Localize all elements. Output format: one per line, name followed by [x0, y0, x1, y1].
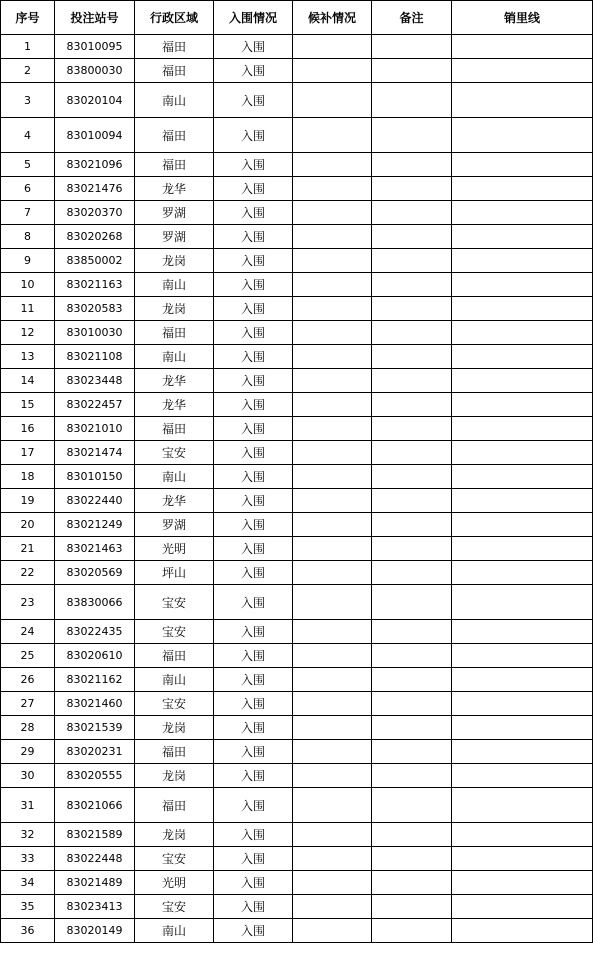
cell-status: 入围	[214, 153, 293, 177]
cell-sales-line	[452, 417, 593, 441]
cell-serial: 32	[1, 823, 55, 847]
cell-note	[372, 585, 452, 620]
cell-sales-line	[452, 177, 593, 201]
cell-note	[372, 417, 452, 441]
cell-station-number: 83021108	[55, 345, 135, 369]
cell-district: 宝安	[135, 441, 214, 465]
cell-status: 入围	[214, 620, 293, 644]
table-row	[1, 871, 593, 895]
cell-station-number: 83020268	[55, 225, 135, 249]
cell-serial: 10	[1, 273, 55, 297]
cell-district: 龙岗	[135, 249, 214, 273]
cell-serial: 17	[1, 441, 55, 465]
cell-sales-line	[452, 895, 593, 919]
cell-sales-line	[452, 716, 593, 740]
cell-note	[372, 692, 452, 716]
cell-status: 入围	[214, 177, 293, 201]
cell-station-number: 83020569	[55, 561, 135, 585]
table-row	[1, 740, 593, 764]
cell-note	[372, 35, 452, 59]
cell-note	[372, 177, 452, 201]
cell-note	[372, 788, 452, 823]
cell-standby	[293, 345, 372, 369]
table-row	[1, 225, 593, 249]
cell-serial: 34	[1, 871, 55, 895]
cell-sales-line	[452, 118, 593, 153]
cell-status: 入围	[214, 297, 293, 321]
cell-standby	[293, 764, 372, 788]
table-row	[1, 847, 593, 871]
cell-note	[372, 537, 452, 561]
cell-district: 南山	[135, 273, 214, 297]
cell-status: 入围	[214, 740, 293, 764]
cell-sales-line	[452, 201, 593, 225]
cell-standby	[293, 393, 372, 417]
cell-sales-line	[452, 847, 593, 871]
cell-standby	[293, 823, 372, 847]
cell-sales-line	[452, 35, 593, 59]
cell-standby	[293, 83, 372, 118]
cell-standby	[293, 417, 372, 441]
cell-station-number: 83020149	[55, 919, 135, 943]
cell-status: 入围	[214, 692, 293, 716]
cell-district: 龙华	[135, 369, 214, 393]
cell-station-number: 83020583	[55, 297, 135, 321]
cell-note	[372, 369, 452, 393]
cell-note	[372, 201, 452, 225]
cell-standby	[293, 895, 372, 919]
table-row	[1, 345, 593, 369]
cell-status: 入围	[214, 201, 293, 225]
cell-note	[372, 620, 452, 644]
cell-station-number: 83020231	[55, 740, 135, 764]
cell-status: 入围	[214, 465, 293, 489]
cell-serial: 14	[1, 369, 55, 393]
cell-sales-line	[452, 83, 593, 118]
cell-status: 入围	[214, 345, 293, 369]
cell-district: 罗湖	[135, 513, 214, 537]
cell-note	[372, 847, 452, 871]
header-serial: 序号	[1, 1, 55, 35]
table-row	[1, 59, 593, 83]
cell-station-number: 83021489	[55, 871, 135, 895]
cell-standby	[293, 919, 372, 943]
cell-serial: 11	[1, 297, 55, 321]
cell-note	[372, 871, 452, 895]
cell-note	[372, 118, 452, 153]
cell-station-number: 83020610	[55, 644, 135, 668]
header-standby: 候补情况	[293, 1, 372, 35]
cell-note	[372, 895, 452, 919]
cell-station-number: 83021460	[55, 692, 135, 716]
cell-serial: 27	[1, 692, 55, 716]
cell-status: 入围	[214, 585, 293, 620]
table-row	[1, 919, 593, 943]
cell-status: 入围	[214, 561, 293, 585]
cell-note	[372, 321, 452, 345]
cell-status: 入围	[214, 489, 293, 513]
cell-district: 宝安	[135, 620, 214, 644]
table-row	[1, 895, 593, 919]
cell-note	[372, 153, 452, 177]
cell-sales-line	[452, 871, 593, 895]
cell-district: 龙岗	[135, 764, 214, 788]
cell-note	[372, 83, 452, 118]
cell-standby	[293, 489, 372, 513]
cell-station-number: 83021589	[55, 823, 135, 847]
cell-note	[372, 225, 452, 249]
cell-standby	[293, 585, 372, 620]
cell-serial: 30	[1, 764, 55, 788]
cell-station-number: 83850002	[55, 249, 135, 273]
cell-sales-line	[452, 249, 593, 273]
cell-sales-line	[452, 668, 593, 692]
cell-district: 福田	[135, 644, 214, 668]
cell-sales-line	[452, 620, 593, 644]
cell-district: 福田	[135, 153, 214, 177]
cell-station-number: 83021163	[55, 273, 135, 297]
table-row	[1, 585, 593, 620]
cell-standby	[293, 297, 372, 321]
cell-serial: 25	[1, 644, 55, 668]
cell-station-number: 83022448	[55, 847, 135, 871]
cell-status: 入围	[214, 644, 293, 668]
cell-serial: 2	[1, 59, 55, 83]
cell-station-number: 83021162	[55, 668, 135, 692]
cell-note	[372, 273, 452, 297]
table-row	[1, 35, 593, 59]
cell-district: 宝安	[135, 847, 214, 871]
cell-station-number: 83022435	[55, 620, 135, 644]
cell-sales-line	[452, 561, 593, 585]
cell-status: 入围	[214, 668, 293, 692]
cell-sales-line	[452, 692, 593, 716]
cell-serial: 24	[1, 620, 55, 644]
cell-serial: 8	[1, 225, 55, 249]
table-row	[1, 823, 593, 847]
cell-sales-line	[452, 225, 593, 249]
cell-standby	[293, 668, 372, 692]
cell-district: 福田	[135, 59, 214, 83]
table-row	[1, 249, 593, 273]
cell-note	[372, 249, 452, 273]
cell-serial: 5	[1, 153, 55, 177]
cell-station-number: 83800030	[55, 59, 135, 83]
cell-station-number: 83021096	[55, 153, 135, 177]
cell-standby	[293, 369, 372, 393]
cell-standby	[293, 321, 372, 345]
cell-note	[372, 740, 452, 764]
cell-status: 入围	[214, 716, 293, 740]
cell-note	[372, 668, 452, 692]
cell-status: 入围	[214, 847, 293, 871]
cell-note	[372, 919, 452, 943]
cell-note	[372, 345, 452, 369]
cell-station-number: 83021539	[55, 716, 135, 740]
cell-district: 南山	[135, 465, 214, 489]
cell-station-number: 83022440	[55, 489, 135, 513]
table-row	[1, 441, 593, 465]
cell-status: 入围	[214, 369, 293, 393]
cell-status: 入围	[214, 273, 293, 297]
cell-status: 入围	[214, 417, 293, 441]
table-row	[1, 513, 593, 537]
cell-station-number: 83010150	[55, 465, 135, 489]
cell-station-number: 83010094	[55, 118, 135, 153]
cell-standby	[293, 644, 372, 668]
cell-serial: 26	[1, 668, 55, 692]
table-row	[1, 668, 593, 692]
cell-sales-line	[452, 644, 593, 668]
cell-standby	[293, 692, 372, 716]
cell-district: 南山	[135, 345, 214, 369]
cell-standby	[293, 513, 372, 537]
cell-standby	[293, 177, 372, 201]
cell-sales-line	[452, 297, 593, 321]
cell-status: 入围	[214, 118, 293, 153]
cell-district: 龙岗	[135, 823, 214, 847]
cell-sales-line	[452, 740, 593, 764]
cell-standby	[293, 201, 372, 225]
cell-sales-line	[452, 273, 593, 297]
cell-standby	[293, 620, 372, 644]
cell-sales-line	[452, 537, 593, 561]
cell-serial: 15	[1, 393, 55, 417]
cell-note	[372, 59, 452, 83]
cell-district: 坪山	[135, 561, 214, 585]
cell-district: 宝安	[135, 585, 214, 620]
cell-status: 入围	[214, 249, 293, 273]
cell-serial: 33	[1, 847, 55, 871]
cell-serial: 12	[1, 321, 55, 345]
cell-standby	[293, 561, 372, 585]
header-station-number: 投注站号	[55, 1, 135, 35]
cell-serial: 20	[1, 513, 55, 537]
cell-serial: 18	[1, 465, 55, 489]
cell-station-number: 83021066	[55, 788, 135, 823]
cell-sales-line	[452, 345, 593, 369]
table-row	[1, 273, 593, 297]
cell-sales-line	[452, 59, 593, 83]
cell-station-number: 83021010	[55, 417, 135, 441]
cell-district: 罗湖	[135, 225, 214, 249]
cell-status: 入围	[214, 321, 293, 345]
cell-district: 南山	[135, 919, 214, 943]
cell-district: 南山	[135, 83, 214, 118]
cell-district: 福田	[135, 35, 214, 59]
cell-station-number: 83022457	[55, 393, 135, 417]
cell-standby	[293, 118, 372, 153]
cell-serial: 19	[1, 489, 55, 513]
cell-station-number: 83020555	[55, 764, 135, 788]
cell-note	[372, 823, 452, 847]
table-body	[1, 35, 593, 943]
cell-district: 龙华	[135, 489, 214, 513]
cell-district: 龙岗	[135, 297, 214, 321]
cell-standby	[293, 716, 372, 740]
cell-standby	[293, 465, 372, 489]
cell-status: 入围	[214, 537, 293, 561]
cell-district: 光明	[135, 537, 214, 561]
table-row	[1, 321, 593, 345]
table-row	[1, 369, 593, 393]
table-row	[1, 620, 593, 644]
table-row	[1, 716, 593, 740]
cell-district: 福田	[135, 417, 214, 441]
cell-serial: 16	[1, 417, 55, 441]
cell-note	[372, 393, 452, 417]
cell-sales-line	[452, 764, 593, 788]
cell-district: 宝安	[135, 692, 214, 716]
cell-district: 龙华	[135, 177, 214, 201]
cell-note	[372, 465, 452, 489]
cell-station-number: 83021249	[55, 513, 135, 537]
cell-district: 宝安	[135, 895, 214, 919]
cell-standby	[293, 788, 372, 823]
cell-sales-line	[452, 788, 593, 823]
cell-serial: 35	[1, 895, 55, 919]
cell-sales-line	[452, 919, 593, 943]
cell-serial: 23	[1, 585, 55, 620]
cell-note	[372, 513, 452, 537]
cell-district: 龙华	[135, 393, 214, 417]
cell-standby	[293, 740, 372, 764]
cell-district: 龙岗	[135, 716, 214, 740]
cell-station-number: 83830066	[55, 585, 135, 620]
table-row	[1, 465, 593, 489]
cell-district: 福田	[135, 118, 214, 153]
cell-serial: 36	[1, 919, 55, 943]
header-sales-line: 销里线	[452, 1, 593, 35]
cell-station-number: 83021474	[55, 441, 135, 465]
cell-sales-line	[452, 441, 593, 465]
cell-station-number: 83021476	[55, 177, 135, 201]
table-row	[1, 297, 593, 321]
cell-district: 福田	[135, 788, 214, 823]
cell-district: 光明	[135, 871, 214, 895]
table-header-row	[1, 1, 593, 35]
cell-standby	[293, 273, 372, 297]
cell-status: 入围	[214, 513, 293, 537]
cell-sales-line	[452, 321, 593, 345]
cell-status: 入围	[214, 83, 293, 118]
cell-station-number: 83021463	[55, 537, 135, 561]
cell-sales-line	[452, 465, 593, 489]
cell-sales-line	[452, 513, 593, 537]
cell-status: 入围	[214, 225, 293, 249]
table-row	[1, 537, 593, 561]
cell-station-number: 83010030	[55, 321, 135, 345]
cell-status: 入围	[214, 823, 293, 847]
table-row	[1, 153, 593, 177]
cell-note	[372, 297, 452, 321]
cell-note	[372, 644, 452, 668]
cell-sales-line	[452, 153, 593, 177]
table-row	[1, 417, 593, 441]
cell-serial: 9	[1, 249, 55, 273]
cell-standby	[293, 225, 372, 249]
cell-station-number: 83023413	[55, 895, 135, 919]
cell-district: 福田	[135, 740, 214, 764]
table-row	[1, 118, 593, 153]
header-note: 备注	[372, 1, 452, 35]
table-row	[1, 393, 593, 417]
cell-serial: 4	[1, 118, 55, 153]
cell-serial: 6	[1, 177, 55, 201]
cell-standby	[293, 249, 372, 273]
cell-station-number: 83010095	[55, 35, 135, 59]
cell-standby	[293, 441, 372, 465]
cell-station-number: 83020370	[55, 201, 135, 225]
cell-serial: 28	[1, 716, 55, 740]
cell-serial: 3	[1, 83, 55, 118]
cell-district: 南山	[135, 668, 214, 692]
cell-standby	[293, 871, 372, 895]
table-row	[1, 489, 593, 513]
cell-status: 入围	[214, 35, 293, 59]
cell-serial: 21	[1, 537, 55, 561]
cell-sales-line	[452, 585, 593, 620]
cell-standby	[293, 59, 372, 83]
cell-status: 入围	[214, 393, 293, 417]
header-status: 入围情况	[214, 1, 293, 35]
cell-serial: 31	[1, 788, 55, 823]
cell-sales-line	[452, 489, 593, 513]
cell-standby	[293, 537, 372, 561]
cell-station-number: 83020104	[55, 83, 135, 118]
cell-note	[372, 716, 452, 740]
table-row	[1, 788, 593, 823]
cell-station-number: 83023448	[55, 369, 135, 393]
cell-note	[372, 441, 452, 465]
header-district: 行政区域	[135, 1, 214, 35]
cell-sales-line	[452, 823, 593, 847]
cell-district: 福田	[135, 321, 214, 345]
cell-status: 入围	[214, 59, 293, 83]
cell-standby	[293, 35, 372, 59]
table-row	[1, 201, 593, 225]
cell-status: 入围	[214, 871, 293, 895]
cell-status: 入围	[214, 895, 293, 919]
cell-note	[372, 489, 452, 513]
cell-status: 入围	[214, 919, 293, 943]
table-row	[1, 561, 593, 585]
cell-serial: 22	[1, 561, 55, 585]
cell-note	[372, 561, 452, 585]
cell-standby	[293, 847, 372, 871]
cell-standby	[293, 153, 372, 177]
table-row	[1, 83, 593, 118]
cell-serial: 13	[1, 345, 55, 369]
cell-sales-line	[452, 369, 593, 393]
cell-status: 入围	[214, 764, 293, 788]
table-row	[1, 644, 593, 668]
table-row	[1, 692, 593, 716]
cell-serial: 1	[1, 35, 55, 59]
cell-serial: 7	[1, 201, 55, 225]
cell-status: 入围	[214, 441, 293, 465]
cell-serial: 29	[1, 740, 55, 764]
table-row	[1, 177, 593, 201]
cell-note	[372, 764, 452, 788]
cell-status: 入围	[214, 788, 293, 823]
cell-sales-line	[452, 393, 593, 417]
table-row	[1, 764, 593, 788]
cell-district: 罗湖	[135, 201, 214, 225]
